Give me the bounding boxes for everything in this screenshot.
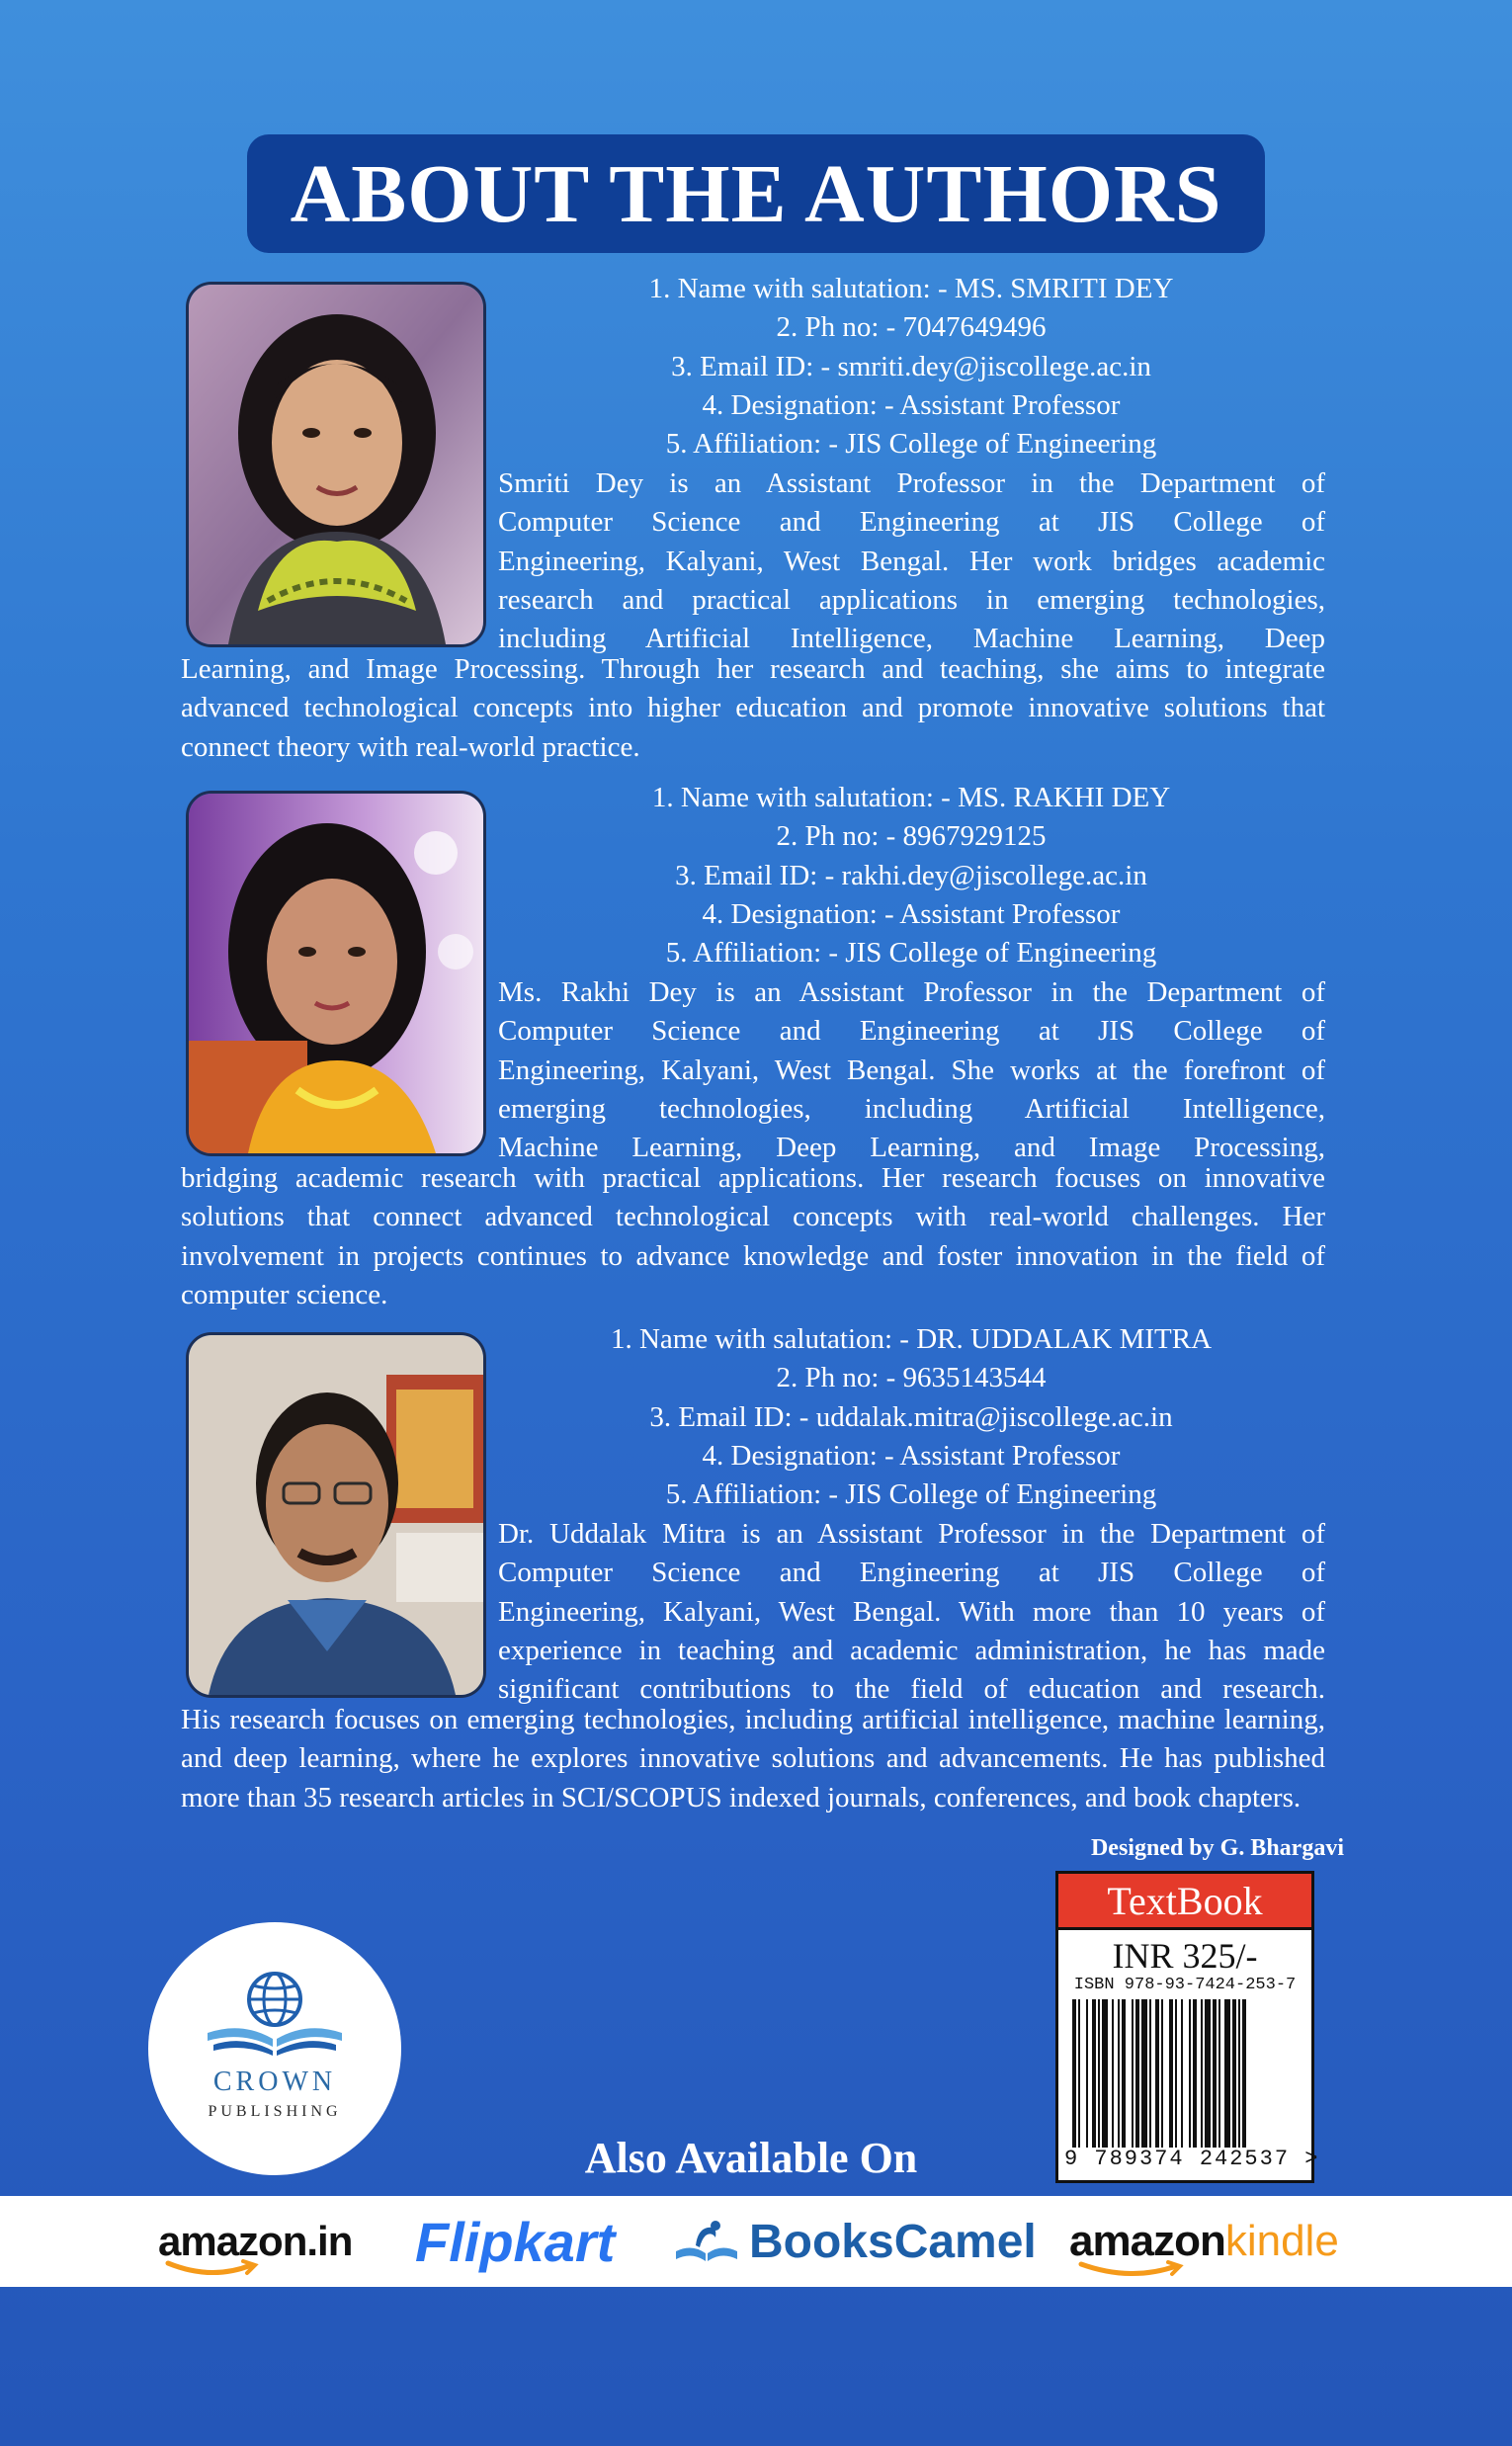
- also-available-heading: Also Available On: [584, 2134, 918, 2182]
- publisher-sub: PUBLISHING: [208, 2103, 342, 2120]
- author-phone: 2. Ph no: - 7047649496: [776, 311, 1047, 344]
- book-type-label: TextBook: [1058, 1874, 1311, 1930]
- isbn: ISBN 978-93-7424-253-7: [1073, 1976, 1297, 1994]
- bio-line: Engineering, Kalyani, West Bengal. She works at the forefront of: [498, 1054, 1325, 1086]
- author-name: 1. Name with salutation: - MS. SMRITI DEY: [648, 273, 1174, 304]
- author-bio-rest: His research focuses on emerging technologies, including artificial intelligence, machine learning, and deep learning, where he explores innovative solutions and advancements. He has published more than 35 research articles in SCI/SCOPUS indexed journals, conferences, and book chapters.: [181, 1704, 1325, 1813]
- author-bio-rest: bridging academic research with practical applications. Her research focuses on innovative solutions that connect advanced technological concepts with real-world challenges. Her involvement in projects continues to advance knowledge and foster innovation in the field of computer science.: [181, 1162, 1325, 1310]
- author-photo-uddalak-mitra: [186, 1332, 486, 1698]
- store-link-amazon-kindle[interactable]: [1069, 2206, 1339, 2277]
- bio-line: Ms. Rakhi Dey is an Assistant Professor in the Department of: [498, 976, 1325, 1008]
- author-info-uddalak-mitra: [498, 1320, 1324, 1514]
- amazon-smile-icon: [1077, 2260, 1186, 2278]
- author-photo-rakhi-dey: [186, 791, 486, 1156]
- author-photo-smriti-dey: [186, 282, 486, 647]
- open-book-icon: [208, 2028, 342, 2056]
- author-affiliation: 5. Affiliation: - JIS College of Engineering: [665, 1478, 1157, 1511]
- store-bookscamel-label: BooksCamel: [749, 2215, 1037, 2268]
- author-phone: 2. Ph no: - 9635143544: [776, 1362, 1047, 1394]
- publisher-logo: [148, 1922, 401, 2175]
- barcode: [1068, 1999, 1302, 2148]
- bio-line: Machine Learning, Deep Learning, and Image Processing,: [498, 1132, 1325, 1164]
- author-name: 1. Name with salutation: - DR. UDDALAK MITRA: [610, 1323, 1213, 1355]
- author-email: 3. Email ID: - uddalak.mitra@jiscollege.ac.in: [649, 1400, 1173, 1433]
- author-email: 3. Email ID: - rakhi.dey@jiscollege.ac.in: [675, 859, 1147, 891]
- barcode-number: 9 789374 242537 >: [1064, 2147, 1320, 2171]
- bio-line: significant contributions to the field of education and research.: [498, 1673, 1325, 1706]
- author-bio-rest: Learning, and Image Processing. Through her research and teaching, she aims to integrate advanced technological concepts into higher education and promote innovative solutions that connect theory with real-world practice.: [181, 653, 1325, 763]
- bio-line: emerging technologies, including Artificial Intelligence,: [498, 1092, 1325, 1125]
- author-affiliation: 5. Affiliation: - JIS College of Engineering: [665, 937, 1157, 970]
- bio-line: Computer Science and Engineering at JIS College of: [498, 1557, 1325, 1589]
- store-kindle-amazon-label: amazon: [1069, 2217, 1225, 2265]
- store-link-flipkart[interactable]: [415, 2206, 615, 2277]
- price-isbn-box: [1055, 1871, 1320, 2183]
- author-email: 3. Email ID: - smriti.dey@jiscollege.ac.in: [671, 350, 1151, 382]
- bio-line: including Artificial Intelligence, Machine Learning, Deep: [498, 623, 1325, 655]
- store-bar: [0, 2196, 1512, 2287]
- bio-line: Engineering, Kalyani, West Bengal. Her work bridges academic: [498, 545, 1325, 577]
- bio-line: Computer Science and Engineering at JIS College of: [498, 506, 1325, 539]
- author-designation: 4. Designation: - Assistant Professor: [702, 1439, 1121, 1472]
- store-kindle-label: kindle: [1224, 2217, 1339, 2265]
- author-bio-top: [498, 464, 1325, 658]
- author-info-smriti-dey: [498, 270, 1324, 464]
- author-bio-top: [498, 1515, 1325, 1709]
- designer-credit: Designed by G. Bhargavi: [1090, 1835, 1344, 1861]
- author-name: 1. Name with salutation: - MS. RAKHI DEY: [651, 782, 1171, 813]
- store-flipkart-label: Flipkart: [415, 2210, 616, 2273]
- author-affiliation: 5. Affiliation: - JIS College of Engineering: [665, 428, 1157, 461]
- bio-line: research and practical applications in emerging technologies,: [498, 583, 1325, 616]
- author-bio-top: [498, 973, 1325, 1167]
- page-title: ABOUT THE AUTHORS: [247, 134, 1265, 253]
- bio-line: Smriti Dey is an Assistant Professor in the Department of: [498, 467, 1325, 499]
- store-link-bookscamel[interactable]: [672, 2206, 1037, 2277]
- publisher-name: CROWN: [212, 2066, 337, 2097]
- globe-icon: [249, 1974, 300, 2025]
- price: INR 325/-: [1112, 1936, 1258, 1976]
- author-designation: 4. Designation: - Assistant Professor: [702, 388, 1121, 421]
- bio-line: Dr. Uddalak Mitra is an Assistant Professor in the Department of: [498, 1518, 1325, 1550]
- author-designation: 4. Designation: - Assistant Professor: [702, 897, 1121, 930]
- amazon-smile-icon: [164, 2259, 259, 2277]
- author-phone: 2. Ph no: - 8967929125: [776, 820, 1047, 853]
- store-amazon-in-label: amazon.in: [158, 2218, 353, 2264]
- author-info-rakhi-dey: [498, 779, 1324, 972]
- store-link-amazon-in[interactable]: [158, 2206, 352, 2277]
- bio-line: Computer Science and Engineering at JIS College of: [498, 1015, 1325, 1048]
- bookscamel-book-icon: [672, 2212, 741, 2271]
- bio-line: Engineering, Kalyani, West Bengal. With more than 10 years of: [498, 1595, 1325, 1628]
- bio-line: experience in teaching and academic administration, he has made: [498, 1634, 1325, 1666]
